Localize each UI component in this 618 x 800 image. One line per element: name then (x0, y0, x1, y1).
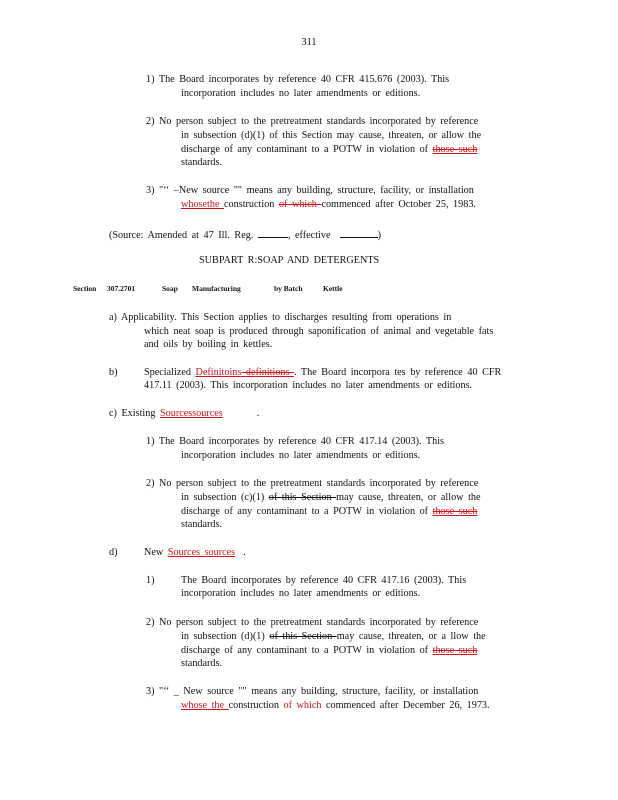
c-item-2-end: standards. (181, 519, 223, 530)
redline-deletion: definitions (241, 367, 295, 378)
redline-deletion: of which (278, 199, 322, 210)
redline-insertion: Sources sources (167, 547, 236, 558)
d-item-1-cont: incorporation includes no later amendments or editions. (181, 588, 421, 599)
subsection-d-label: d) (109, 547, 118, 558)
c-item-2-cont: in subsection (c)(1) of this Section may cause, threaten, or allow the (181, 492, 481, 503)
c-item-1-cont: incorporation includes no later amendments or editions. (181, 450, 421, 461)
page-number: 311 (301, 37, 317, 48)
redline-insertion: those such (432, 645, 478, 656)
c-item-2: 2) No person subject to the pretreatment standards incorporated by reference (146, 478, 479, 489)
subsection-a-cont: which neat soap is produced through saponification of animal and vegetable fats (144, 326, 494, 337)
subsection-b: Specialized Definitoins definitions . The Board incorpora tes by reference 40 CFR (144, 367, 502, 378)
item-2: 2) No person subject to the pretreatment standards incorporated by reference (146, 116, 479, 127)
subsection-b-cont: 417.11 (2003). This incorporation includes no later amendments or editions. (144, 380, 473, 391)
section-title-batch: by Batch (274, 284, 303, 293)
d-item-1-label: 1) (146, 575, 155, 586)
d-item-2-cont: in subsection (d)(1) of this Section may cause, threaten, or a llow the (181, 631, 486, 642)
redline-insertion: whose the (181, 700, 229, 711)
c-item-1: 1) The Board incorporates by reference 40 CFR 417.14 (2003). This (146, 436, 445, 447)
d-item-2: 2) No person subject to the pretreatment standards incorporated by reference (146, 617, 479, 628)
subsection-a-cont2: and oils by boiling in kettles. (144, 339, 273, 350)
redline-insertion: those such (432, 144, 478, 155)
item-3-cont: whosethe construction of which commenced after October 25, 1983. (181, 199, 476, 210)
redline-deletion: of this Section (268, 492, 337, 503)
section-title-kettle: Kettle (323, 284, 343, 293)
d-item-1: The Board incorporates by reference 40 CFR 417.16 (2003). This (181, 575, 467, 586)
subsection-b-label: b) (109, 367, 118, 378)
section-label: Section (73, 284, 97, 293)
redline-insertion: Sourcessources (159, 408, 223, 419)
d-item-3-cont: whose the construction of which commenced after December 26, 1973. (181, 700, 490, 711)
d-item-3: 3) "‘‘ _ New source "" means any building, structure, facility, or installation (146, 686, 479, 697)
redline-insertion: those such (432, 506, 478, 517)
c-item-2-cont2: discharge of any contaminant to a POTW in violation of those such (181, 506, 478, 517)
section-title-manufacturing: Manufacturing (192, 284, 241, 293)
redline-insertion: Definitoins (195, 367, 242, 378)
redline-deletion: of this Section (269, 631, 337, 642)
d-item-2-cont2: discharge of any contaminant to a POTW in violation of those such (181, 645, 478, 656)
subsection-a: a) Applicability. This Section applies to discharges resulting from operations in (109, 312, 452, 323)
subsection-c: c) Existing Sourcessources . (109, 408, 260, 419)
subsection-d: New Sources sources . (144, 547, 246, 558)
item-2-cont: in subsection (d)(1) of this Section may cause, threaten, or allow the (181, 130, 482, 141)
redline-text: of which (283, 700, 326, 711)
item-3: 3) "‘‘ ‒New source "" means any building, structure, facility, or installation (146, 185, 474, 196)
subpart-heading: SUBPART R:SOAP AND DETERGENTS (199, 255, 380, 266)
redline-insertion: whosethe (181, 199, 225, 210)
d-item-2-end: standards. (181, 658, 223, 669)
item-1: 1) The Board incorporates by reference 40 CFR 415.676 (2003). This (146, 74, 450, 85)
item-2-cont2: discharge of any contaminant to a POTW in violation of those such (181, 144, 478, 155)
section-title-soap: Soap (162, 284, 178, 293)
item-2-end: standards. (181, 157, 223, 168)
section-number: 307.2701 (107, 284, 136, 293)
source-note: (Source: Amended at 47 Ill. Reg. , effective ) (109, 230, 381, 241)
item-1-cont: incorporation includes no later amendments or editions. (181, 88, 421, 99)
